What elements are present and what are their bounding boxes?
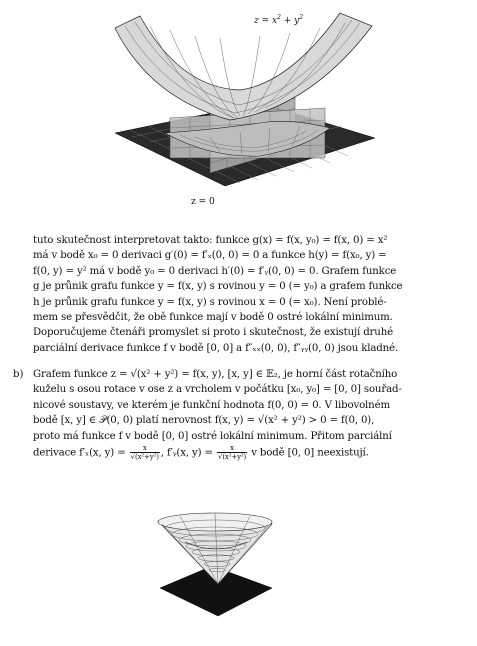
paragraph-a-line: f(0, y) = y² má v bodě y₀ = 0 derivaci h′(0) = f′ᵧ(0, 0) = 0. Grafem funkce: [33, 265, 397, 277]
paragraph-b-line: nicové soustavy, ve kterém je funkční hodnota f(0, 0) = 0. V libovolném: [33, 399, 390, 411]
fraction-fx-denominator: √(x²+y²): [130, 453, 159, 462]
fraction-fy-numerator: x: [217, 444, 247, 453]
paragraph-a-line: parciální derivace funkce f v bodě [0, 0] a f″ₓₓ(0, 0), f″ᵧᵧ(0, 0) jsou kladné.: [33, 342, 398, 354]
plane-label: z = 0: [191, 197, 215, 207]
cone-figure: [150, 506, 280, 618]
fraction-fx-numerator: x: [130, 444, 160, 453]
paragraph-a-line: h je průnik grafu funkce y = f(x, y) s rovinou x = 0 (= x₀). Není problé-: [33, 296, 387, 308]
surface-equation-label: [254, 14, 303, 26]
paragraph-a-line: g je průnik grafu funkce y = f(x, y) s rovinou y = 0 (= y₀) a grafem funkce: [33, 281, 403, 293]
paragraph-b-line: Grafem funkce z = √(x² + y²) = f(x, y), [x, y] ∈ 𝔼₂, je horní část rotačního: [33, 369, 398, 380]
paragraph-a: [33, 233, 429, 356]
fraction-fy: [217, 444, 247, 461]
surface-label-base: z = x: [254, 16, 278, 26]
paraboloid-figure: [110, 8, 380, 213]
paragraph-a-line: tuto skutečnost interpretovat takto: funkce g(x) = f(x, y₀) = f(x, 0) = x²: [33, 235, 388, 246]
paragraph-b-last-line: [33, 444, 429, 461]
last-line-prefix: derivace f′ₓ(x, y) =: [33, 447, 129, 459]
paragraph-b-line: bodě [x, y] ∈ 𝒫(0, 0) platí nerovnost f(x, y) = √(x² + y²) > 0 = f(0, 0),: [33, 415, 375, 427]
paragraph-b-line: proto má funkce f v bodě [0, 0] ostré lokální minimum. Přitom parciální: [33, 430, 392, 442]
fraction-fx: [130, 444, 160, 461]
surface-label-exp1: 2: [277, 14, 281, 21]
fraction-fy-denominator: √(x²+y²): [218, 453, 247, 462]
paragraph-b-line: kuželu s osou rotace v ose z a vrcholem v počátku [x₀, y₀] = [0, 0] souřad-: [33, 384, 402, 396]
surface-label-exp2: 2: [299, 14, 304, 21]
last-line-mid: , f′ᵧ(x, y) =: [160, 447, 217, 459]
paragraph-a-line: Doporučujeme čtenáři promyslet si proto i skutečnost, že existují druhé: [33, 327, 393, 339]
paragraph-b: [33, 367, 429, 461]
paragraph-a-line: mem se přesvědčit, že obě funkce mají v bodě 0 ostré lokální minimum.: [33, 312, 393, 324]
last-line-suffix: v bodě [0, 0] neexistují.: [248, 447, 369, 459]
surface-label-mid: + y: [280, 16, 300, 26]
item-b-label: b): [13, 369, 24, 380]
paragraph-a-line: má v bodě x₀ = 0 derivaci g′(0) = f′ₓ(0, 0) = 0 a funkce h(y) = f(x₀, y) =: [33, 250, 387, 262]
